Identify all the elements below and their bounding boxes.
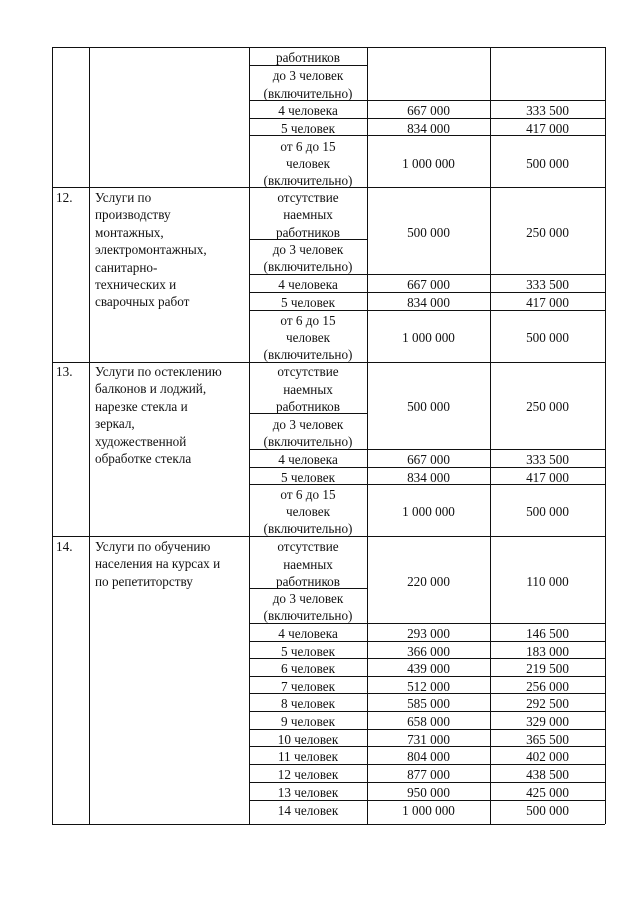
staff-count: 4 человека	[278, 277, 338, 292]
service-name: Услуги по остеклению	[95, 364, 222, 379]
income-value: 667 000	[407, 277, 450, 292]
staff-count: работников	[275, 399, 340, 414]
table-rule	[52, 824, 605, 825]
income-value-half: 333 500	[526, 452, 569, 467]
income-value: 585 000	[407, 696, 450, 711]
staff-count: отсутствие	[277, 190, 339, 205]
income-value: 804 000	[407, 749, 450, 764]
income-value: 950 000	[407, 785, 450, 800]
income-value: 1 000 000	[402, 504, 455, 519]
income-value-half: 110 000	[526, 574, 569, 589]
income-value-half: 500 000	[526, 803, 569, 818]
row-number: 14.	[56, 539, 73, 554]
staff-count: (включительно)	[263, 86, 353, 101]
table-rule	[605, 47, 606, 824]
income-value: 500 000	[407, 399, 450, 414]
income-value: 667 000	[407, 452, 450, 467]
staff-count: человек	[285, 504, 331, 519]
service-name: балконов и лоджий,	[95, 381, 207, 397]
staff-count: наемных	[283, 207, 333, 222]
staff-count: (включительно)	[263, 259, 353, 274]
income-value-half: 250 000	[526, 225, 569, 240]
staff-count: наемных	[283, 557, 333, 572]
staff-count: 5 человек	[281, 644, 335, 659]
income-value: 512 000	[407, 679, 450, 694]
service-name: художественной	[95, 433, 187, 449]
income-value: 834 000	[407, 295, 450, 310]
table-rule	[52, 47, 53, 824]
staff-count: отсутствие	[277, 539, 339, 554]
income-value: 834 000	[407, 470, 450, 485]
income-value: 366 000	[407, 644, 450, 659]
income-value: 667 000	[407, 103, 450, 118]
staff-count: человек	[285, 330, 331, 345]
staff-count: до 3 человек	[272, 591, 344, 606]
staff-count: 8 человек	[281, 696, 335, 711]
service-name: обработке стекла	[95, 451, 192, 466]
staff-count: 5 человек	[281, 121, 335, 136]
staff-count: 5 человек	[281, 295, 335, 310]
staff-count: до 3 человек	[272, 68, 344, 83]
service-name: электромонтажных,	[95, 242, 207, 258]
staff-count: 12 человек	[277, 767, 339, 782]
income-value: 731 000	[407, 732, 450, 747]
income-value-half: 219 500	[526, 661, 569, 676]
staff-count: работников	[275, 50, 340, 65]
income-value-half: 417 000	[526, 121, 569, 136]
staff-count: (включительно)	[263, 434, 353, 449]
service-name: производству	[95, 207, 171, 223]
staff-count: 4 человека	[278, 626, 338, 641]
income-value: 220 000	[407, 574, 450, 589]
service-name: зеркал,	[95, 416, 135, 432]
staff-count: 9 человек	[281, 714, 335, 729]
staff-count: (включительно)	[263, 521, 353, 536]
table-rule	[89, 47, 90, 824]
service-name: по репетиторству	[95, 573, 193, 589]
staff-count: 10 человек	[277, 732, 339, 747]
income-value-half: 425 000	[526, 785, 569, 800]
staff-count: работников	[275, 225, 340, 240]
income-value-half: 256 000	[526, 679, 569, 694]
income-value-half: 146 500	[526, 626, 569, 641]
staff-count: 11 человек	[277, 749, 339, 764]
staff-count: 6 человек	[281, 661, 335, 676]
staff-count: 14 человек	[277, 803, 339, 818]
income-value: 877 000	[407, 767, 450, 782]
income-value: 1 000 000	[402, 330, 455, 345]
income-value-half: 417 000	[526, 295, 569, 310]
income-value-half: 402 000	[526, 749, 569, 764]
income-value-half: 500 000	[526, 504, 569, 519]
staff-count: отсутствие	[277, 364, 339, 379]
income-value-half: 183 000	[526, 644, 569, 659]
income-value-half: 500 000	[526, 156, 569, 171]
staff-count: 4 человека	[278, 103, 338, 118]
income-value-half: 333 500	[526, 103, 569, 118]
staff-count: наемных	[283, 382, 333, 397]
income-value: 1 000 000	[402, 803, 455, 818]
income-value-half: 250 000	[526, 399, 569, 414]
table-rule	[52, 47, 605, 48]
row-number: 12.	[56, 190, 73, 205]
income-value: 500 000	[407, 225, 450, 240]
staff-count: от 6 до 15	[280, 139, 336, 154]
income-value-half: 438 500	[526, 767, 569, 782]
service-name: населения на курсах и	[95, 556, 221, 572]
staff-count: 13 человек	[277, 785, 339, 800]
staff-count: (включительно)	[263, 173, 353, 188]
income-value-half: 365 500	[526, 732, 569, 747]
service-name: технических и	[95, 277, 177, 292]
row-number: 13.	[56, 364, 73, 379]
staff-count: 5 человек	[281, 470, 335, 485]
staff-count: до 3 человек	[272, 242, 344, 257]
income-value-half: 329 000	[526, 714, 569, 729]
staff-count: от 6 до 15	[280, 487, 336, 502]
income-value: 834 000	[407, 121, 450, 136]
staff-count: от 6 до 15	[280, 313, 336, 328]
service-name: Услуги по	[95, 190, 152, 205]
income-value-half: 292 500	[526, 696, 569, 711]
income-value: 439 000	[407, 661, 450, 676]
staff-count: 7 человек	[281, 679, 335, 694]
service-name: монтажных,	[95, 224, 164, 240]
staff-count: работников	[275, 574, 340, 589]
staff-count: до 3 человек	[272, 417, 344, 432]
income-value-half: 417 000	[526, 470, 569, 485]
income-value: 293 000	[407, 626, 450, 641]
income-value: 658 000	[407, 714, 450, 729]
income-value: 1 000 000	[402, 156, 455, 171]
service-name: Услуги по обучению	[95, 539, 211, 554]
income-value-half: 500 000	[526, 330, 569, 345]
service-name: санитарно-	[95, 259, 158, 275]
service-name: нарезке стекла и	[95, 398, 188, 414]
staff-count: человек	[285, 156, 331, 171]
income-value-half: 333 500	[526, 277, 569, 292]
service-name: сварочных работ	[95, 294, 190, 310]
staff-count: (включительно)	[263, 347, 353, 362]
staff-count: (включительно)	[263, 608, 353, 623]
staff-count: 4 человека	[278, 452, 338, 467]
